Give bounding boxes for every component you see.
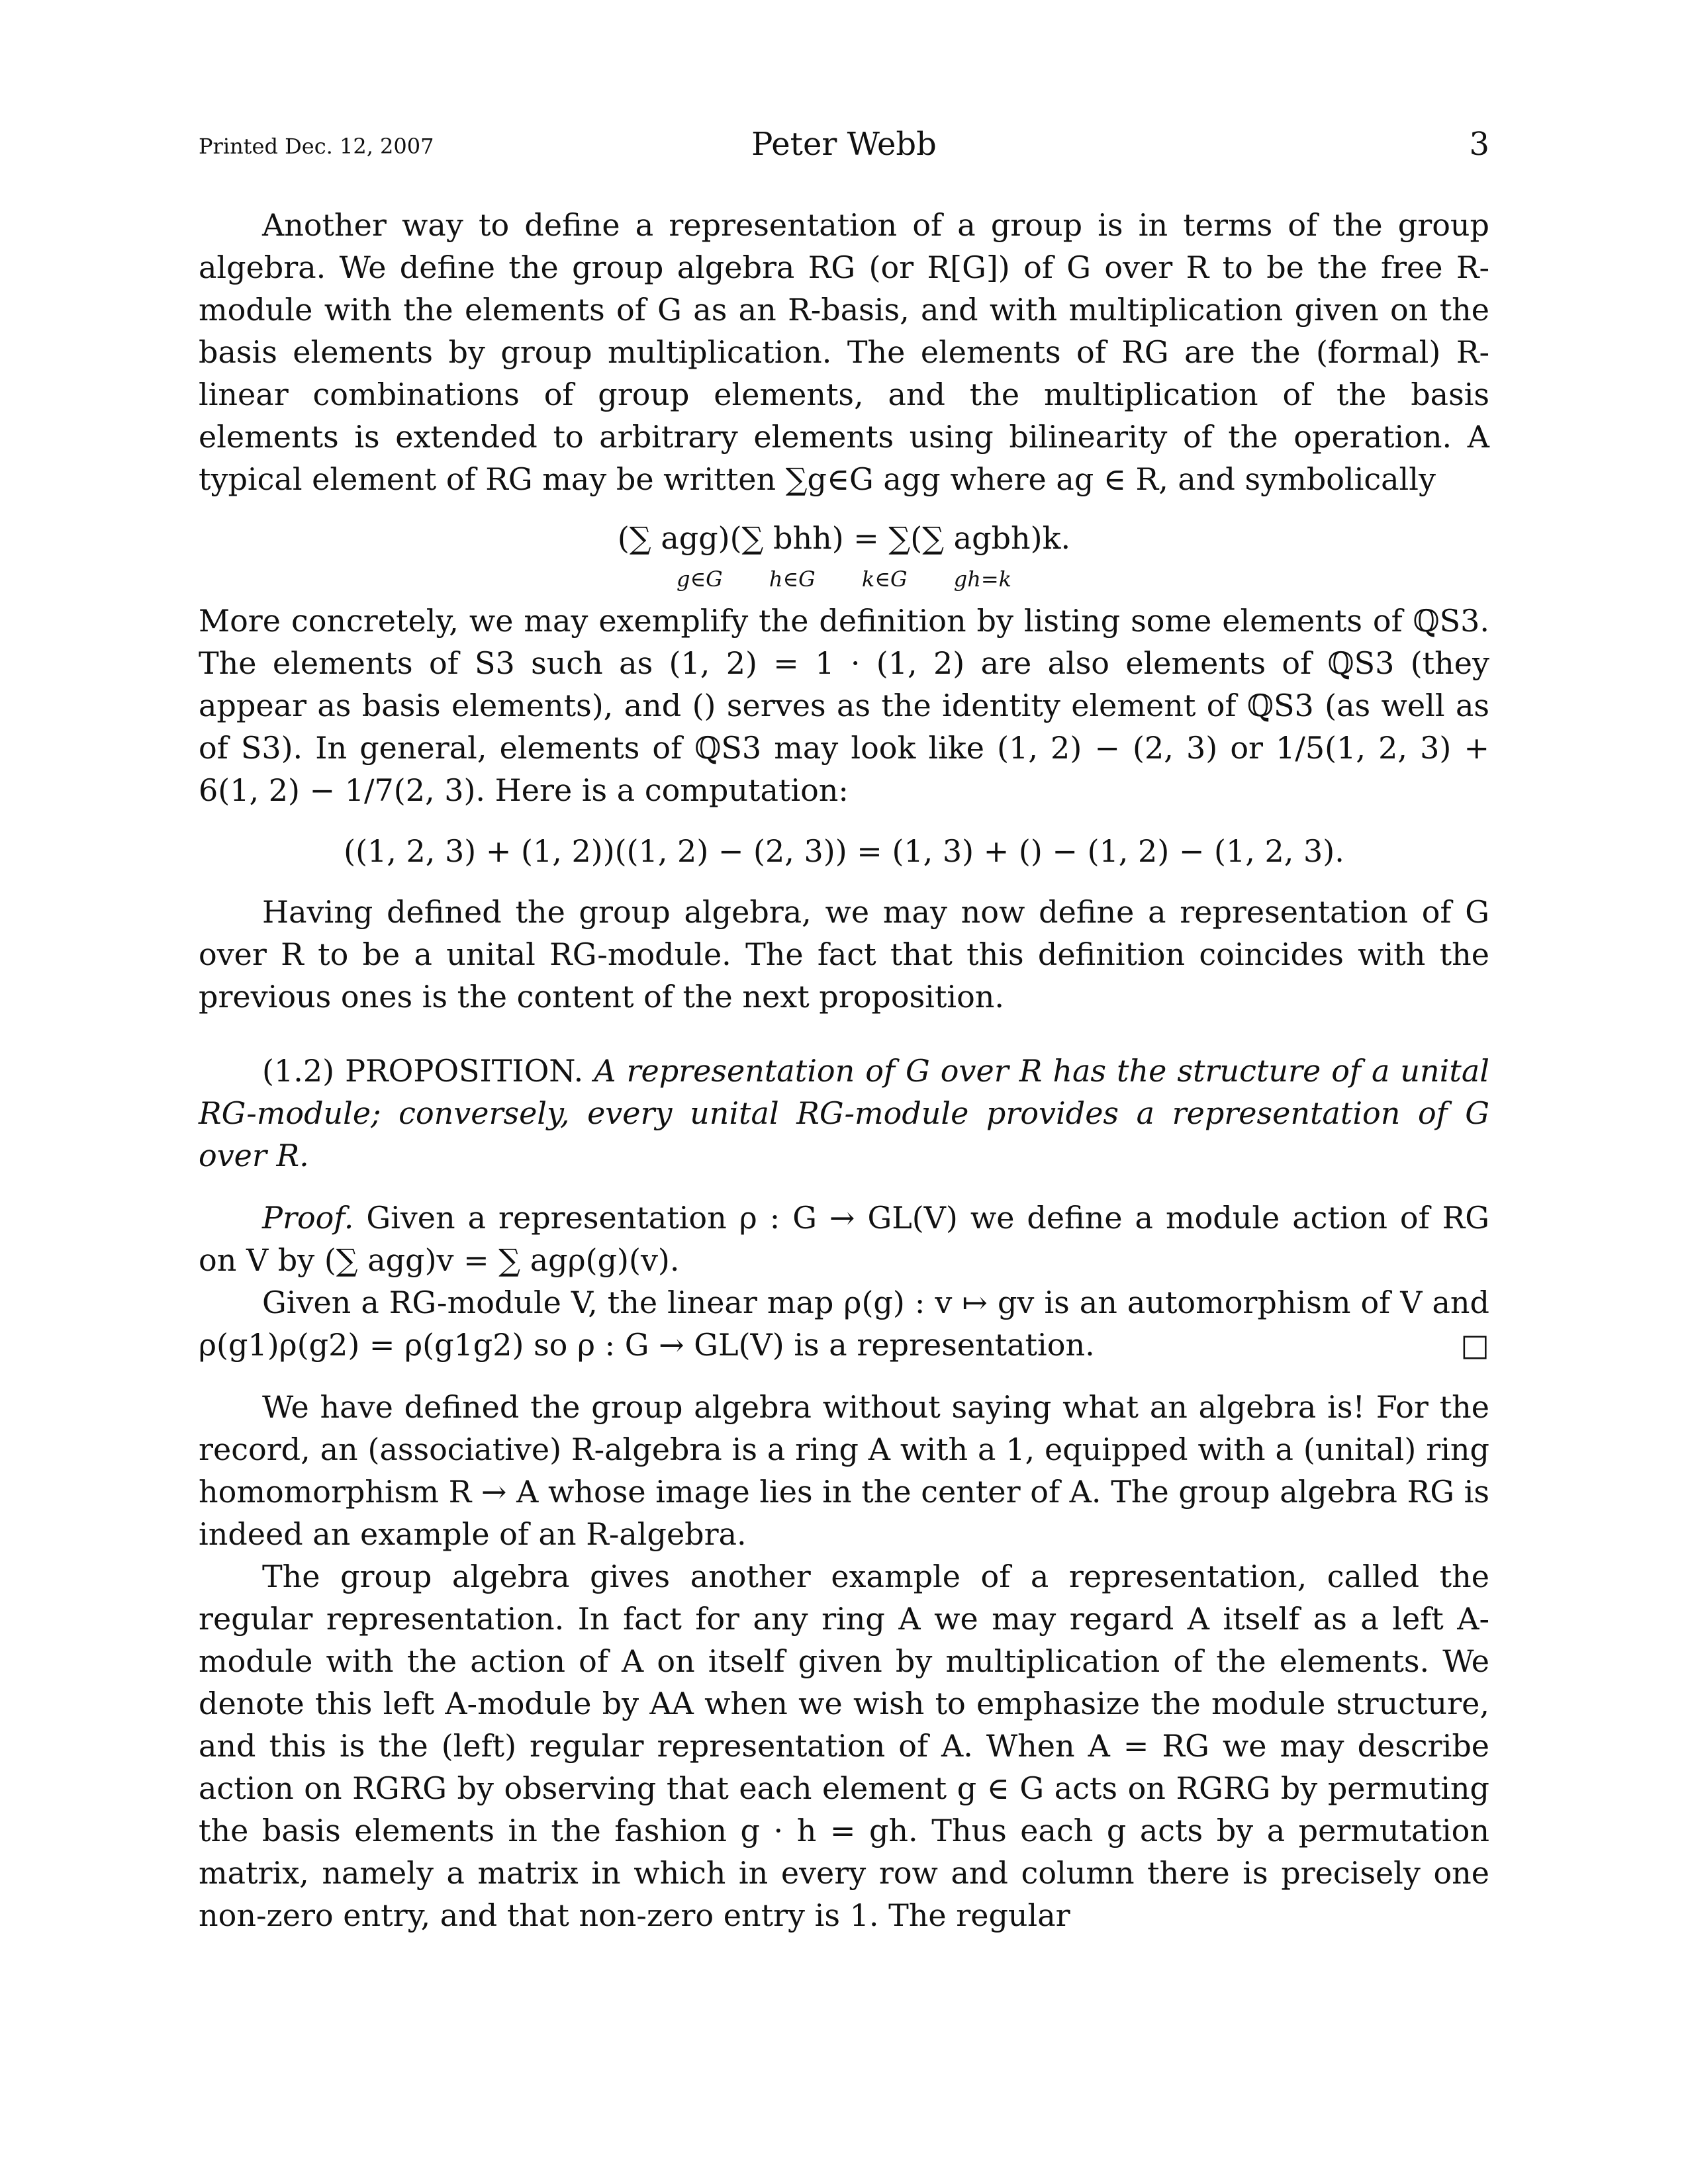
page [199,119,1489,1936]
paragraph-group-algebra: Another way to define a representation of a group is in terms of the group algebra. We define the group algebra RG (or R[G]) of G over R to be the free R-module with the elements of G as an R-basis, and with multiplication given on the basis elements by group multiplication. The elements of RG are the (formal) R-linear combinations of group elements, and the multiplication of the basis elements is extended to arbitrary elements using bilinearity of the operation. A typical element of RG may be written ∑g∈G agg where ag ∈ R, and symbolically [199,207,1489,497]
equation-computation: ((1, 2, 3) + (1, 2))((1, 2) − (2, 3)) = (1, 3) + () − (1, 2) − (1, 2, 3). [344,833,1344,869]
proposition-text: A representation of G over R has the structure of a unital RG-module; conversely, every unital RG-module provides a representation of G over R. [199,1053,1490,1173]
proof-line-1 [199,1197,1489,1281]
proof-text-2: Given a RG-module V, the linear map ρ(g) : v ↦ gv is an automorphism of V and ρ(g1)ρ(g2) = ρ(g1g2) so ρ : G → GL(V) is a representation. [199,1285,1489,1363]
print-date: Printed Dec. 12, 2007 [199,134,434,159]
proposition-label: (1.2) PROPOSITION. [262,1053,584,1089]
equation-subscripts: g∈G h∈G k∈G gh=k [676,567,1012,592]
page-header [199,119,1489,172]
paragraph-representation-definition: Having defined the group algebra, we may now define a representation of G over R to be a unital RG-module. The fact that this definition coincides with the previous ones is the content of the next proposition. [199,894,1489,1015]
paragraph-algebra-definition: We have defined the group algebra without saying what an algebra is! For the record, an (associative) R-algebra is a ring A with a 1, equipped with a (unital) ring homomorphism R → A whose image lies in the center of A. The group algebra RG is indeed an example of an R-algebra. [199,1389,1489,1552]
proof-label: Proof. [262,1200,354,1236]
proof-line-2 [199,1281,1489,1366]
equation-product-formula [199,500,1489,600]
proof-text-1: Given a representation ρ : G → GL(V) we define a module action of RG on V by (∑ agg)v = ∑ agρ(g)(v). [199,1200,1490,1278]
proposition-1-2 [199,1050,1489,1177]
paragraph-regular-representation: The group algebra gives another example of a representation, called the regular representation. In fact for any ring A we may regard A itself as a left A-module with the action of A on itself given by multiplication of the elements. We denote this left A-module by AA when we wish to emphasize the module structure, and this is the (left) regular representation of A. When A = RG we may describe action on RGRG by observing that each element g ∈ G acts on RGRG by permuting the basis elements in the fashion g · h = gh. Thus each g acts by a permutation matrix, namely a matrix in which in every row and column there is precisely one non-zero entry, and that non-zero entry is 1. The regular [199,1559,1489,1933]
page-number: 3 [1469,126,1489,163]
paragraph-concrete-example: More concretely, we may exemplify the definition by listing some elements of ℚS3. The elements of S3 such as (1, 2) = 1 · (1, 2) are also elements of ℚS3 (they appear as basis elements), and () serves as the identity element of ℚS3 (as well as of S3). In general, elements of ℚS3 may look like (1, 2) − (2, 3) or 1/5(1, 2, 3) + 6(1, 2) − 1/7(2, 3). Here is a computation: [199,603,1489,808]
equation-main: (∑ agg)(∑ bhh) = ∑(∑ agbh)k. [617,520,1071,556]
author-name: Peter Webb [751,126,937,163]
qed-symbol: □ [1460,1327,1489,1363]
